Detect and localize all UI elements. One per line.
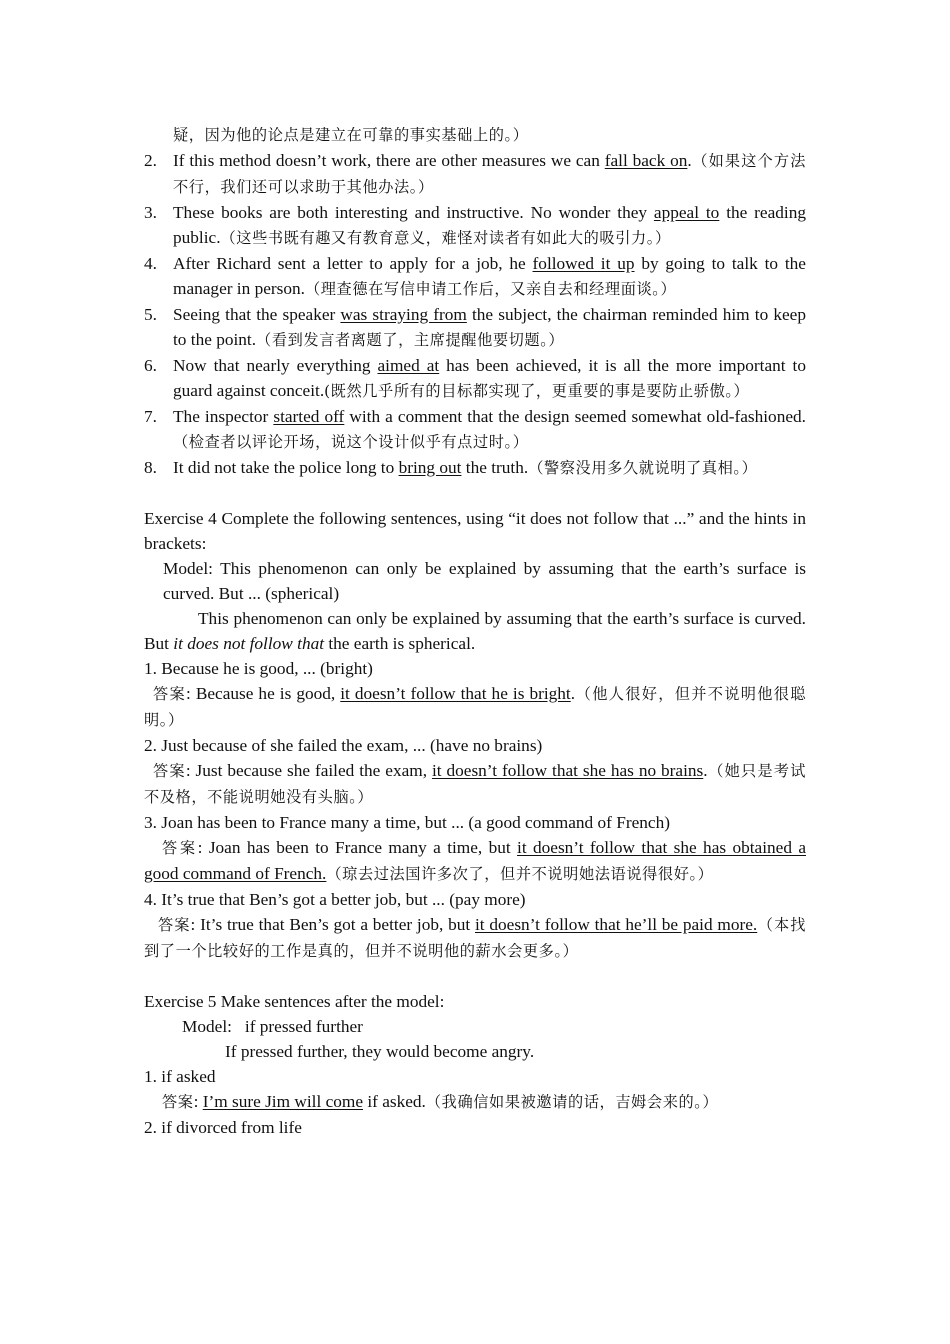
chinese-translation: （我确信如果被邀请的话，吉姆会来的。）: [425, 1093, 719, 1111]
phrase-underlined: followed it up: [532, 254, 635, 273]
answer: 答案: I’m sure Jim will come if asked.（我确信如果被邀请的话，吉姆会来的。）: [162, 1092, 719, 1111]
question: 3. Joan has been to France many a time, but ... (a good command of French): [144, 813, 670, 832]
chinese-translation: （这些书既有趣又有教育意义，难怪对读者有如此大的吸引力。）: [220, 229, 671, 247]
model-answer: This phenomenon can only be explained by assuming that the earth’s surface is curved. But it does not follow that the earth is spherical.: [144, 609, 806, 653]
chinese-translation: （他人很好，但并不说明他很聪明。）: [144, 685, 807, 729]
list-item: 7. The inspector started off with a comment that the design seemed somewhat old-fashioned.（检查者以评论开场，说这个设计似乎有点过时。）: [144, 407, 806, 451]
model-prompt: Model: if pressed further: [182, 1017, 363, 1036]
chinese-translation: （理查德在写信申请工作后，又亲自去和经理面谈。）: [304, 280, 677, 298]
numbered-list: [144, 148, 806, 481]
answer: 答案: It’s true that Ben’s got a better job, but it doesn’t follow that he’ll be paid more.（本找到了一个比较好的工作是真的，但并不说明他的薪水会更多。）: [144, 915, 807, 960]
exercise-5: [144, 989, 806, 1140]
phrase-underlined: appeal to: [653, 203, 720, 222]
exercise-4: [144, 506, 806, 964]
list-item: 5. Seeing that the speaker was straying from the subject, the chairman reminded him to keep to the point.（看到发言者离题了，主席提醒他要切题。）: [144, 305, 806, 349]
chinese-translation: （她只是考试不及格，不能说明她没有头脑。）: [144, 762, 806, 806]
phrase-underlined: bring out: [398, 458, 462, 477]
list-item: 6. Now that nearly everything aimed at has been achieved, it is all the more important to guard against conceit.(既然几乎所有的目标都实现了，更重要的事是要防止骄傲。）: [144, 356, 806, 400]
document-page: [144, 122, 806, 1140]
chinese-translation: （本找到了一个比较好的工作是真的，但并不说明他的薪水会更多。）: [144, 916, 807, 960]
phrase-underlined: fall back on: [604, 151, 688, 170]
question: 1. if asked: [144, 1067, 216, 1086]
chinese-translation: （警察没用多久就说明了真相。）: [528, 459, 758, 477]
chinese-translation: （检查者以评论开场，说这个设计似乎有点过时。）: [173, 433, 529, 451]
answer: 答案: Because he is good, it doesn’t follow that he is bright.（他人很好，但并不说明他很聪明。）: [144, 684, 807, 729]
phrase-underlined: started off: [273, 407, 345, 426]
list-item: 3. These books are both interesting and instructive. No wonder they appeal to the reading public.（这些书既有趣又有教育意义，难怪对读者有如此大的吸引力。）: [144, 203, 806, 247]
phrase-underlined: was straying from: [340, 305, 467, 324]
answer: 答案: Joan has been to France many a time, but it doesn’t follow that she has obtained a good command of French.（琼去过法国许多次了，但并不说明她法语说得很好。）: [144, 838, 806, 883]
question: 1. Because he is good, ... (bright): [144, 659, 373, 678]
model-answer: If pressed further, they would become angry.: [225, 1042, 535, 1061]
exercise-heading: Exercise 4 Complete the following sentences, using “it does not follow that ...” and the hints in brackets:: [144, 509, 806, 553]
chinese-translation: （如果这个方法不行，我们还可以求助于其他办法。）: [173, 152, 806, 196]
answer: 答案: Just because she failed the exam, it doesn’t follow that she has no brains.（她只是考试不及格，不能说明她没有头脑。）: [144, 761, 806, 806]
chinese-translation: 疑，因为他的论点是建立在可靠的事实基础上的。）: [173, 126, 529, 144]
chinese-translation: （看到发言者离题了，主席提醒他要切题。）: [256, 331, 565, 349]
continuation-line: [144, 122, 806, 148]
question: 2. Just because of she failed the exam, ... (have no brains): [144, 736, 543, 755]
chinese-translation: (既然几乎所有的目标都实现了，更重要的事是要防止骄傲。）: [324, 382, 750, 400]
question: 2. if divorced from life: [144, 1118, 302, 1137]
chinese-translation: （琼去过法国许多次了，但并不说明她法语说得很好。）: [326, 865, 714, 883]
list-item: 4. After Richard sent a letter to apply for a job, he followed it up by going to talk to the manager in person.（理查德在写信申请工作后，又亲自去和经理面谈。）: [144, 254, 806, 298]
list-item: 8. It did not take the police long to bring out the truth.（警察没用多久就说明了真相。）: [144, 458, 758, 477]
list-item: 2. If this method doesn’t work, there are other measures we can fall back on.（如果这个方法不行，我们还可以求助于其他办法。）: [144, 151, 806, 196]
question: 4. It’s true that Ben’s got a better job, but ... (pay more): [144, 890, 526, 909]
exercise-heading: Exercise 5 Make sentences after the model:: [144, 992, 445, 1011]
phrase-underlined: aimed at: [377, 356, 440, 375]
model-prompt: Model: This phenomenon can only be explained by assuming that the earth’s surface is curved. But ... (spherical): [163, 559, 806, 603]
